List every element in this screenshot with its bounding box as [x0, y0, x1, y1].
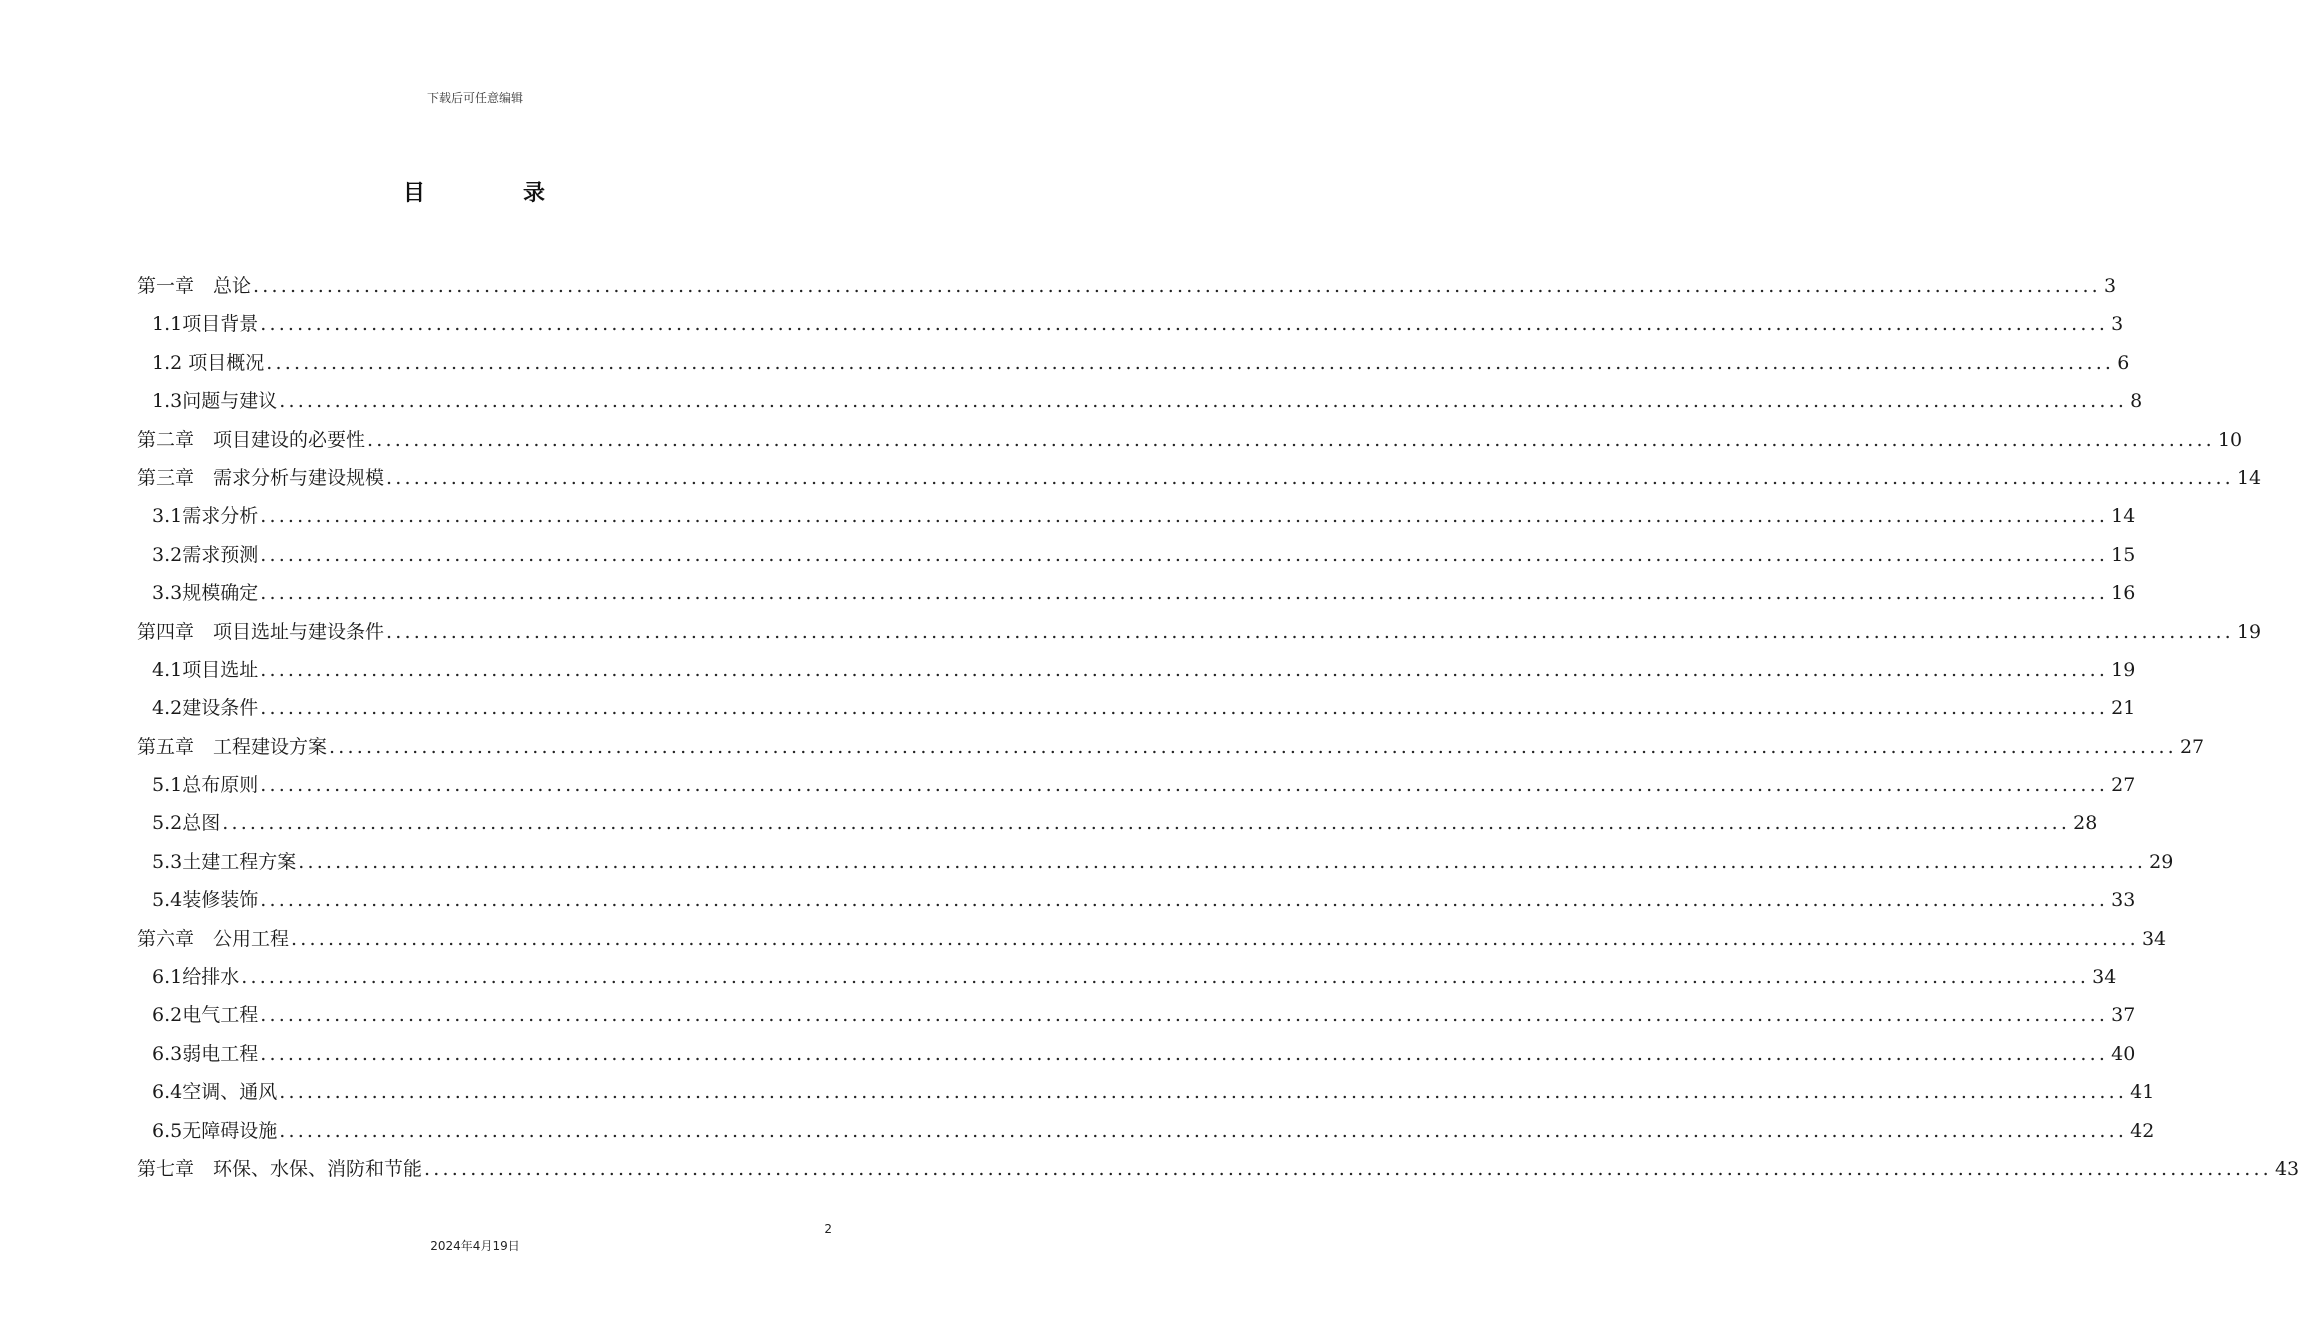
- toc-section-entry[interactable]: [137, 540, 2136, 578]
- toc-entry-page: 6: [2117, 351, 2130, 374]
- toc-section-entry[interactable]: [137, 348, 2130, 386]
- toc-dot-leader: ........................................................................................................................................................................................................: [260, 582, 2109, 605]
- toc-entry-label: 4.1项目选址: [152, 658, 259, 681]
- toc-dot-leader: ........................................................................................................................................................................................................: [386, 466, 2234, 489]
- toc-chapter-entry[interactable]: [137, 732, 2205, 770]
- toc-entry-label: 第六章 公用工程: [137, 927, 290, 950]
- toc-chapter-entry[interactable]: [137, 1154, 2299, 1192]
- toc-entry-page: 33: [2111, 889, 2136, 912]
- toc-entry-label: 6.4空调、通风: [152, 1081, 278, 1104]
- toc-entry-label: 5.3土建工程方案: [152, 850, 297, 873]
- toc-dot-leader: ........................................................................................................................................................................................................: [386, 620, 2234, 643]
- toc-entry-page: 42: [2130, 1119, 2155, 1142]
- toc-dot-leader: ........................................................................................................................................................................................................: [260, 543, 2109, 566]
- toc-entry-page: 14: [2236, 466, 2262, 489]
- toc-entry-page: 15: [2111, 543, 2136, 566]
- toc-dot-leader: ........................................................................................................................................................................................................: [367, 428, 2215, 451]
- toc-entry-page: 19: [2111, 658, 2136, 681]
- toc-entry-page: 3: [2111, 313, 2124, 336]
- toc-entry-page: 10: [2217, 428, 2243, 451]
- toc-entry-page: 34: [2092, 966, 2117, 989]
- toc-entry-page: 29: [2149, 850, 2174, 873]
- toc-dot-leader: ........................................................................................................................................................................................................: [241, 966, 2090, 989]
- toc-entry-page: 8: [2130, 390, 2143, 413]
- toc-dot-leader: ........................................................................................................................................................................................................: [279, 390, 2128, 413]
- toc-dot-leader: ........................................................................................................................................................................................................: [424, 1157, 2272, 1180]
- toc-section-entry[interactable]: [137, 501, 2136, 539]
- toc-section-entry[interactable]: [137, 808, 2098, 846]
- toc-chapter-entry[interactable]: [137, 617, 2262, 655]
- toc-entry-label: 3.2需求预测: [152, 543, 259, 566]
- toc-entry-page: 19: [2236, 620, 2262, 643]
- toc-dot-leader: ........................................................................................................................................................................................................: [260, 313, 2109, 336]
- page-number: 2: [824, 1222, 832, 1236]
- toc-section-entry[interactable]: [137, 1116, 2155, 1154]
- toc-dot-leader: ........................................................................................................................................................................................................: [260, 889, 2109, 912]
- toc-entry-page: 28: [2073, 812, 2098, 835]
- toc-entry-label: 1.1项目背景: [152, 313, 259, 336]
- toc-entry-label: 第七章 环保、水保、消防和节能: [137, 1157, 423, 1180]
- toc-dot-leader: ........................................................................................................................................................................................................: [260, 505, 2109, 528]
- toc-chapter-entry[interactable]: [137, 924, 2167, 962]
- toc-entry-label: 5.4装修装饰: [152, 889, 259, 912]
- toc-entry-label: 第三章 需求分析与建设规模: [137, 466, 385, 489]
- toc-section-entry[interactable]: [137, 770, 2136, 808]
- toc-entry-page: 40: [2111, 1042, 2136, 1065]
- toc-title-second: 录: [523, 181, 548, 206]
- toc-section-entry[interactable]: [137, 1077, 2155, 1115]
- toc-title-first: 目: [402, 181, 427, 206]
- toc-entry-label: 5.1总布原则: [152, 774, 259, 797]
- toc-entry-page: 37: [2111, 1004, 2136, 1027]
- toc-section-entry[interactable]: [137, 578, 2136, 616]
- toc-entry-page: 43: [2274, 1157, 2299, 1180]
- toc-section-entry[interactable]: [137, 309, 2124, 347]
- toc-chapter-entry[interactable]: [137, 271, 2117, 309]
- toc-chapter-entry[interactable]: [137, 463, 2262, 501]
- toc-entry-label: 3.1需求分析: [152, 505, 259, 528]
- toc-section-entry[interactable]: [137, 386, 2143, 424]
- toc-section-entry[interactable]: [137, 1039, 2136, 1077]
- toc-entry-label: 6.5无障碍设施: [152, 1119, 278, 1142]
- toc-section-entry[interactable]: [137, 655, 2136, 693]
- toc-entry-label: 3.3规模确定: [152, 582, 259, 605]
- toc-entry-page: 14: [2111, 505, 2136, 528]
- toc-entry-label: 第五章 工程建设方案: [137, 735, 328, 758]
- toc-entry-label: 6.3弱电工程: [152, 1042, 259, 1065]
- toc-entry-page: 41: [2130, 1081, 2155, 1104]
- toc-dot-leader: ........................................................................................................................................................................................................: [266, 351, 2115, 374]
- toc-entry-label: 6.1给排水: [152, 966, 240, 989]
- toc-entry-label: 第二章 项目建设的必要性: [137, 428, 366, 451]
- toc-entry-label: 1.2 项目概况: [152, 351, 265, 374]
- toc-section-entry[interactable]: [137, 693, 2136, 731]
- toc-title: [0, 176, 950, 207]
- toc-dot-leader: ........................................................................................................................................................................................................: [298, 850, 2147, 873]
- toc-dot-leader: ........................................................................................................................................................................................................: [279, 1119, 2128, 1142]
- toc-entry-label: 第四章 项目选址与建设条件: [137, 620, 385, 643]
- toc-list: [137, 271, 2299, 1192]
- toc-section-entry[interactable]: [137, 885, 2136, 923]
- toc-dot-leader: ........................................................................................................................................................................................................: [291, 927, 2139, 950]
- toc-entry-page: 34: [2141, 927, 2167, 950]
- toc-entry-label: 4.2建设条件: [152, 697, 259, 720]
- toc-section-entry[interactable]: [137, 962, 2117, 1000]
- toc-entry-page: 16: [2111, 582, 2136, 605]
- toc-entry-page: 3: [2103, 275, 2117, 297]
- toc-section-entry[interactable]: [137, 1000, 2136, 1038]
- toc-entry-page: 21: [2111, 697, 2136, 720]
- toc-entry-page: 27: [2179, 735, 2205, 758]
- header-note: 下载后可任意编辑: [426, 91, 523, 105]
- toc-entry-page: 27: [2111, 774, 2136, 797]
- toc-entry-label: 1.3问题与建议: [152, 390, 278, 413]
- footer-date: 2024年4月19日: [430, 1239, 520, 1253]
- toc-dot-leader: ........................................................................................................................................................................................................: [279, 1081, 2128, 1104]
- toc-dot-leader: ........................................................................................................................................................................................................: [260, 1042, 2109, 1065]
- toc-entry-label: 6.2电气工程: [152, 1004, 259, 1027]
- toc-entry-label: 第一章 总论: [137, 275, 252, 297]
- toc-dot-leader: ........................................................................................................................................................................................................: [260, 697, 2109, 720]
- toc-entry-label: 5.2总图: [152, 812, 221, 835]
- toc-dot-leader: ........................................................................................................................................................................................................: [260, 658, 2109, 681]
- toc-section-entry[interactable]: [137, 847, 2174, 885]
- toc-dot-leader: ........................................................................................................................................................................................................: [253, 275, 2101, 297]
- toc-dot-leader: ........................................................................................................................................................................................................: [260, 1004, 2109, 1027]
- toc-dot-leader: ........................................................................................................................................................................................................: [222, 812, 2071, 835]
- toc-dot-leader: ........................................................................................................................................................................................................: [260, 774, 2109, 797]
- toc-chapter-entry[interactable]: [137, 425, 2243, 463]
- toc-dot-leader: ........................................................................................................................................................................................................: [329, 735, 2177, 758]
